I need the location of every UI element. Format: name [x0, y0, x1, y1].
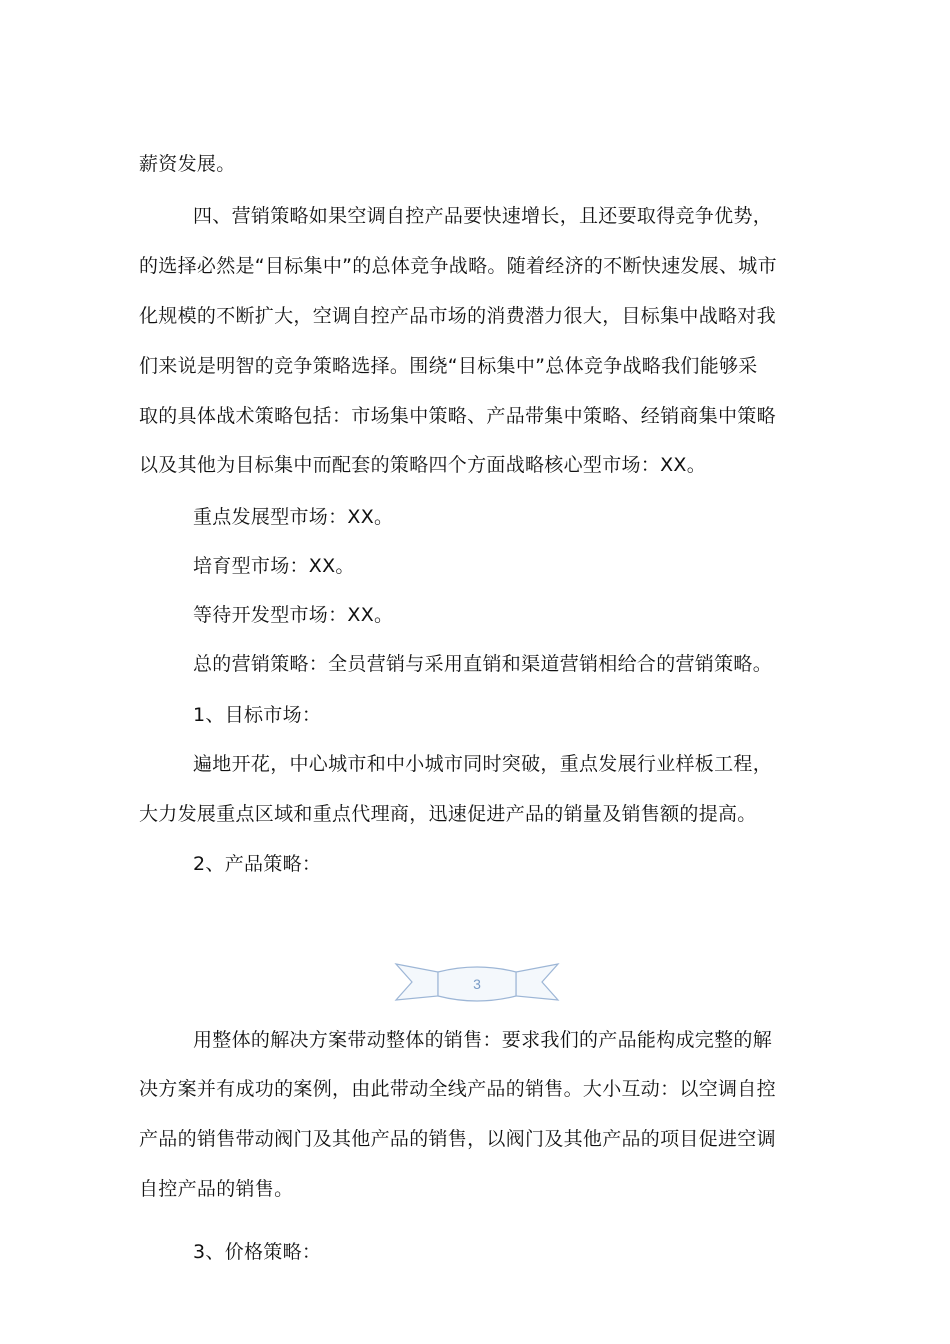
text-line: 产品的销售带动阀门及其他产品的销售，以阀门及其他产品的项目促进空调	[139, 1128, 776, 1150]
text-line: 薪资发展。	[139, 153, 236, 175]
text-line: 大力发展重点区域和重点代理商，迅速促进产品的销量及销售额的提高。	[139, 803, 757, 825]
text-line: 总的营销策略：全员营销与采用直销和渠道营销相给合的营销策略。	[193, 653, 773, 675]
text-line: 用整体的解决方案带动整体的销售：要求我们的产品能构成完整的解	[193, 1029, 773, 1051]
text-line: 取的具体战术策略包括：市场集中策略、产品带集中策略、经销商集中策略	[139, 405, 776, 427]
text-line: 的选择必然是“目标集中”的总体竞争战略。随着经济的不断快速发展、城市	[139, 255, 777, 277]
text-line: 化规模的不断扩大，空调自控产品市场的消费潜力很大，目标集中战略对我	[139, 305, 776, 327]
text-line: 遍地开花，中心城市和中小城市同时突破，重点发展行业样板工程，	[193, 753, 773, 775]
heading-price-strategy: 3、价格策略：	[193, 1241, 322, 1263]
text-line: 自控产品的销售。	[139, 1178, 294, 1200]
text-line: 培育型市场：XX。	[193, 555, 355, 577]
text-line: 以及其他为目标集中而配套的策略四个方面战略核心型市场：XX。	[139, 454, 707, 476]
page-number-ribbon	[394, 960, 560, 1008]
text-line: 等待开发型市场：XX。	[193, 604, 394, 626]
heading-target-market: 1、目标市场：	[193, 704, 322, 726]
heading-marketing-strategy: 四、营销策略如果空调自控产品要快速增长，且还要取得竞争优势，	[193, 205, 773, 227]
text-line: 决方案并有成功的案例，由此带动全线产品的销售。大小互动：以空调自控	[139, 1078, 776, 1100]
text-line: 重点发展型市场：XX。	[193, 506, 394, 528]
page-number: 3	[473, 976, 481, 992]
heading-product-strategy: 2、产品策略：	[193, 853, 322, 875]
text-line: 们来说是明智的竞争策略选择。围绕“目标集中”总体竞争战略我们能够采	[139, 355, 758, 377]
